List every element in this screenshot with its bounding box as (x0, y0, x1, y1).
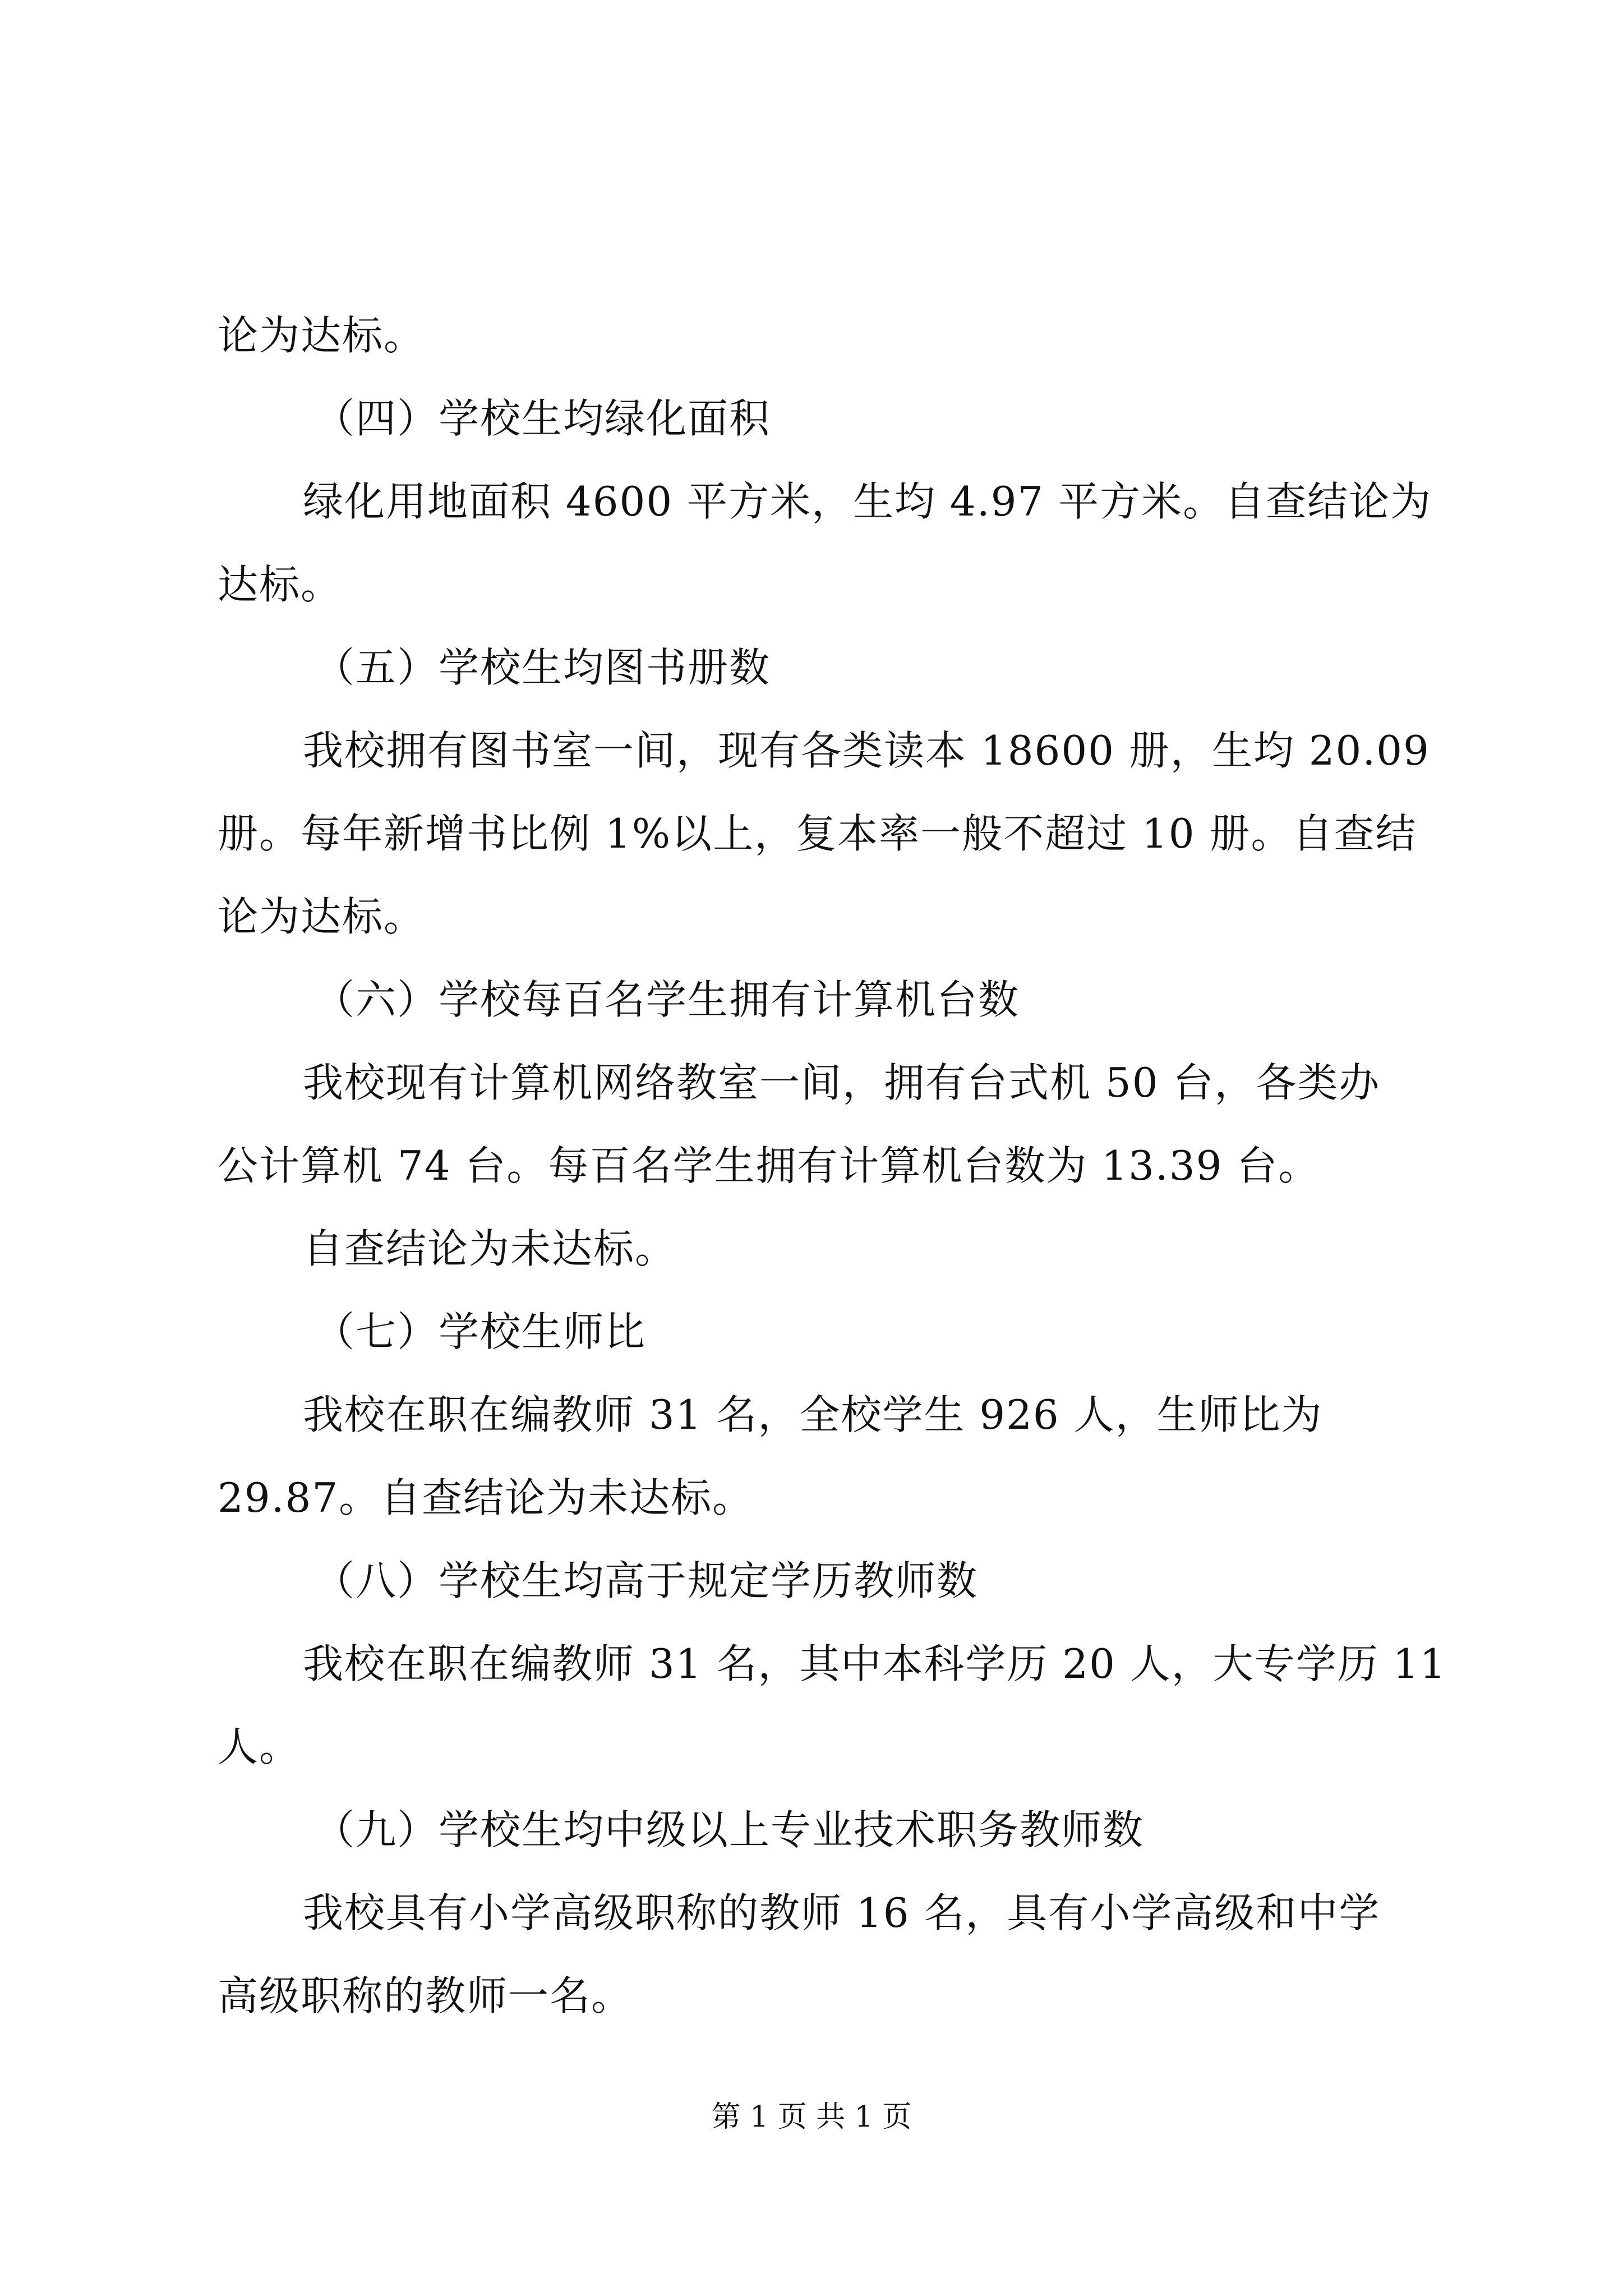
paragraph-line: 人。 (218, 1723, 301, 1770)
paragraph-line: 论为达标。 (218, 312, 426, 359)
paragraph-line: 29.87。自查结论为未达标。 (218, 1474, 754, 1521)
paragraph-line: 我校现有计算机网络教室一间，拥有台式机 50 台，各类办 (303, 1059, 1381, 1106)
paragraph-line: 我校在职在编教师 31 名，全校学生 926 人，生师比为 (303, 1391, 1323, 1438)
paragraph-line: 册。每年新增书比例 1%以上，复本率一般不超过 10 册。自查结 (218, 810, 1417, 857)
section-heading-4: （四）学校生均绿化面积 (314, 395, 771, 442)
section-heading-9: （九）学校生均中级以上专业技术职务教师数 (314, 1806, 1145, 1853)
paragraph-line: 绿化用地面积 4600 平方米，生均 4.97 平方米。自查结论为 (303, 478, 1432, 525)
paragraph-line: 论为达标。 (218, 893, 426, 940)
paragraph-line: 我校拥有图书室一间，现有各类读本 18600 册，生均 20.09 (303, 727, 1430, 774)
section-heading-8: （八）学校生均高于规定学历教师数 (314, 1557, 979, 1604)
paragraph-line: 达标。 (218, 561, 343, 608)
paragraph-line: 公计算机 74 台。每百名学生拥有计算机台数为 13.39 台。 (218, 1142, 1320, 1189)
paragraph-line: 我校具有小学高级职称的教师 16 名，具有小学高级和中学 (303, 1889, 1381, 1936)
paragraph-line: 高级职称的教师一名。 (218, 1972, 633, 2019)
section-heading-5: （五）学校生均图书册数 (314, 644, 771, 691)
page-footer: 第 1 页 共 1 页 (711, 2100, 912, 2134)
section-heading-7: （七）学校生师比 (314, 1308, 647, 1355)
paragraph-line: 自查结论为未达标。 (303, 1225, 677, 1272)
paragraph-line: 我校在职在编教师 31 名，其中本科学历 20 人，大专学历 11 (303, 1640, 1447, 1687)
section-heading-6: （六）学校每百名学生拥有计算机台数 (314, 976, 1020, 1023)
